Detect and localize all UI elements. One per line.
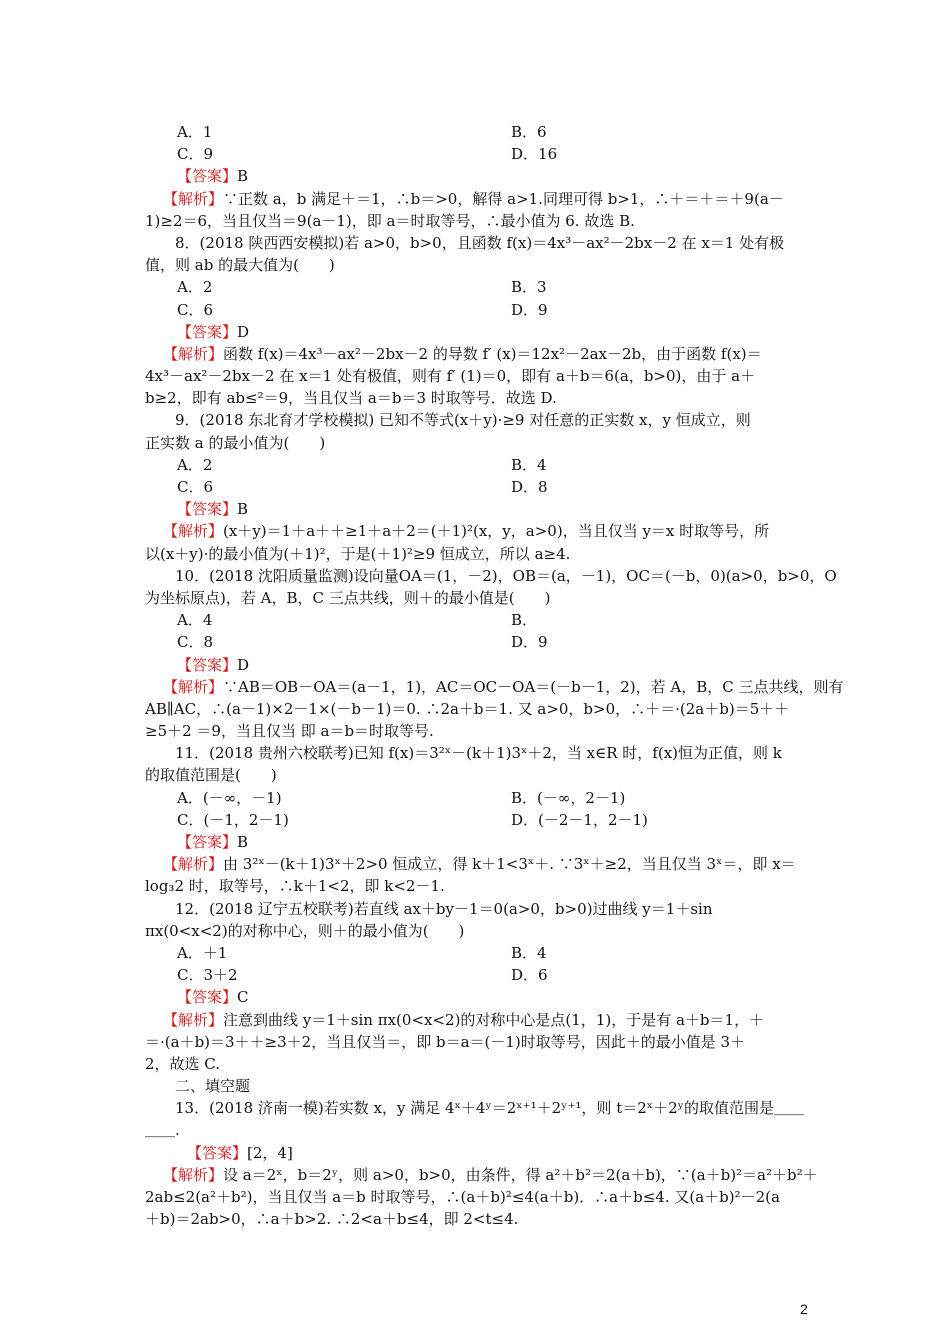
option-a: A．(－∞，－1)	[177, 788, 282, 807]
answer-tag: 【答案】	[177, 500, 238, 519]
answer-line	[145, 1142, 810, 1164]
option-c: C．6	[177, 478, 214, 496]
analysis-line	[145, 853, 810, 875]
answer-value: D	[237, 322, 250, 341]
options-row	[145, 454, 810, 476]
analysis-tag: 【解析】	[163, 522, 224, 541]
answer-line	[145, 498, 810, 520]
options-row	[145, 787, 810, 809]
question-stem: 13．(2018 济南一模)若实数 x，y 满足 4ˣ＋4ʸ＝2ˣ⁺¹＋2ʸ⁺¹，则 t＝2ˣ＋2ʸ的取值范围是＿＿	[175, 1099, 805, 1118]
analysis-tag: 【解析】	[163, 677, 224, 696]
answer-tag: 【答案】	[177, 833, 238, 851]
option-d: D．6	[511, 966, 548, 985]
options-row	[145, 609, 810, 631]
answer-line	[145, 831, 810, 853]
option-a: A．2	[177, 455, 213, 474]
analysis-tag: 【解析】	[163, 1165, 224, 1184]
section-heading: 二、填空题	[175, 1077, 251, 1096]
question-stem: πx(0<x<2)的对称中心，则＋的最小值为( )	[145, 921, 465, 940]
analysis-text: 函数 f(x)＝4x³－ax²－2bx－2 的导数 f′ (x)＝12x²－2ax－2b，由于函数 f(x)＝	[223, 344, 762, 363]
option-d: D．(－2－1，2－1)	[511, 810, 648, 829]
answer-value: B	[237, 500, 249, 519]
options-row	[145, 809, 810, 831]
option-a: A．1	[177, 123, 213, 141]
options-row	[145, 942, 810, 964]
analysis-tag: 【解析】	[163, 344, 224, 363]
analysis-tag: 【解析】	[163, 855, 224, 874]
option-c: C．9	[177, 145, 214, 164]
analysis-text: ∵AB＝OB－OA＝(a－1，1)，AC＝OC－OA＝(－b－1，2)，若 A，B，C 三点共线，则有	[223, 677, 844, 696]
analysis-line: AB∥AC，∴(a－1)×2－1×(－b－1)＝0. ∴2a＋b＝1. 又 a>0，b>0，∴＋＝·(2a＋b)＝5＋＋	[145, 699, 790, 718]
option-d: D．9	[511, 300, 548, 319]
analysis-tag: 【解析】	[163, 1010, 224, 1029]
option-b: B．4	[511, 943, 547, 962]
question-stem: ＿＿.	[145, 1121, 180, 1140]
option-c: C．6	[177, 300, 214, 319]
options-row	[145, 476, 810, 498]
options-row	[145, 631, 810, 653]
options-row	[145, 964, 810, 986]
answer-tag: 【答案】	[177, 167, 238, 186]
option-a: A．2	[177, 278, 213, 297]
options-row	[145, 299, 810, 321]
option-a: A．＋1	[177, 943, 228, 962]
analysis-line: ＋b)＝2ab>0，∴a＋b>2. ∴2<a＋b≤4，即 2<t≤4.	[145, 1210, 519, 1229]
question-stem: 的取值范围是( )	[145, 766, 277, 785]
document-body	[145, 121, 844, 1230]
option-d: D．8	[511, 478, 548, 496]
analysis-tag: 【解析】	[163, 189, 224, 208]
answer-line	[145, 654, 810, 676]
question-stem: 为坐标原点)，若 A，B，C 三点共线，则＋的最小值是( )	[145, 588, 551, 607]
option-b: B．4	[511, 455, 547, 474]
analysis-line	[145, 1009, 810, 1031]
analysis-line: log₃2 时，取等号，∴k＋1<2，即 k<2－1.	[145, 877, 445, 896]
answer-value: [2，4]	[247, 1143, 293, 1162]
analysis-line	[145, 1164, 818, 1186]
answer-line	[145, 165, 810, 187]
answer-value: C	[237, 988, 249, 1007]
question-stem: 12．(2018 辽宁五校联考)若直线 ax＋by－1＝0(a>0，b>0)过曲线 y＝1＋sin	[175, 899, 713, 918]
analysis-text: 由 3²ˣ－(k＋1)3ˣ＋2>0 恒成立，得 k＋1<3ˣ＋. ∵3ˣ＋≥2，当且仅当 3ˣ＝，即 x＝	[223, 855, 796, 874]
analysis-line: 以(x＋y)·的最小值为(＋1)²，于是(＋1)²≥9 恒成立，所以 a≥4.	[145, 544, 571, 563]
options-row	[145, 143, 810, 165]
answer-tag: 【答案】	[187, 1143, 248, 1162]
answer-tag: 【答案】	[177, 655, 238, 674]
analysis-line: b≥2，即有 ab≤²＝9，当且仅当 a＝b＝3 时取等号．故选 D.	[145, 389, 557, 408]
analysis-line: ＝·(a＋b)＝3＋＋≥3＋2，当且仅当＝，即 b＝a＝(－1)时取等号，因此＋的最小值是 3＋	[145, 1032, 746, 1051]
option-d: D．16	[511, 145, 558, 164]
analysis-text: 注意到曲线 y＝1＋sin πx(0<x<2)的对称中心是点(1，1)，于是有 a＋b＝1，＋	[223, 1010, 765, 1029]
answer-value: D	[237, 655, 250, 674]
options-row	[145, 276, 810, 298]
option-c: C．(－1，2－1)	[177, 810, 289, 829]
option-c: C．8	[177, 633, 214, 652]
option-a: A．4	[177, 611, 213, 630]
analysis-line: ≥5＋2 ＝9，当且仅当 即 a＝b＝时取等号.	[145, 722, 434, 741]
answer-value: B	[237, 833, 249, 851]
options-row	[145, 121, 810, 143]
analysis-line: 4x³－ax²－2bx－2 在 x＝1 处有极值，则有 f′ (1)＝0，即有 a＋b＝6(a，b>0)，由于 a＋	[145, 367, 756, 386]
question-stem: 正实数 a 的最小值为( )	[145, 433, 326, 452]
option-b: B．3	[511, 278, 547, 297]
analysis-line	[145, 520, 810, 542]
option-d: D．9	[511, 633, 548, 652]
analysis-line	[145, 343, 810, 365]
page-number: 2	[800, 1301, 808, 1317]
answer-value: B	[237, 167, 249, 186]
option-b: B．6	[511, 123, 547, 141]
question-stem: 10．(2018 沈阳质量监测)设向量OA＝(1，－2)，OB＝(a，－1)，OC＝(－b，0)(a>0，b>0，O	[175, 566, 837, 585]
question-stem: 8．(2018 陕西西安模拟)若 a>0，b>0，且函数 f(x)＝4x³－ax²－2bx－2 在 x＝1 处有极	[175, 233, 785, 252]
analysis-line	[145, 676, 844, 698]
answer-line	[145, 321, 810, 343]
option-b: B．(－∞，2－1)	[511, 788, 626, 807]
answer-tag: 【答案】	[177, 322, 238, 341]
analysis-text: 设 a＝2ˣ，b＝2ʸ，则 a>0，b>0，由条件，得 a²＋b²＝2(a＋b)，∵(a＋b)²＝a²＋b²＋	[223, 1165, 818, 1184]
analysis-text: ∵正数 a，b 满足＋＝1，∴b＝>0，解得 a>1.同理可得 b>1，∴＋＝＋＝＋9(a－	[223, 189, 784, 208]
analysis-line	[145, 188, 810, 210]
answer-line	[145, 986, 810, 1008]
option-c: C．3＋2	[177, 966, 238, 985]
option-b: B．	[511, 611, 538, 630]
analysis-line: 2，故选 C.	[145, 1054, 221, 1073]
question-stem: 11．(2018 贵州六校联考)已知 f(x)＝3²ˣ－(k＋1)3ˣ＋2，当 x∈R 时，f(x)恒为正值，则 k	[175, 744, 782, 763]
question-stem: 值，则 ab 的最大值为( )	[145, 256, 335, 275]
question-stem: 9．(2018 东北育才学校模拟) 已知不等式(x＋y)·≥9 对任意的正实数 x，y 恒成立，则	[175, 411, 751, 430]
analysis-text: (x＋y)＝1＋a＋＋≥1＋a＋2＝(＋1)²(x，y，a>0)，当且仅当 y＝x 时取等号，所	[223, 522, 770, 541]
answer-tag: 【答案】	[177, 988, 238, 1007]
analysis-line: 1)≥2＝6，当且仅当＝9(a－1)，即 a＝时取等号，∴最小值为 6. 故选 B.	[145, 211, 635, 230]
analysis-line: 2ab≤2(a²＋b²)，当且仅当 a＝b 时取等号，∴(a＋b)²≤4(a＋b)．∴a＋b≤4. 又(a＋b)²－2(a	[145, 1188, 780, 1206]
